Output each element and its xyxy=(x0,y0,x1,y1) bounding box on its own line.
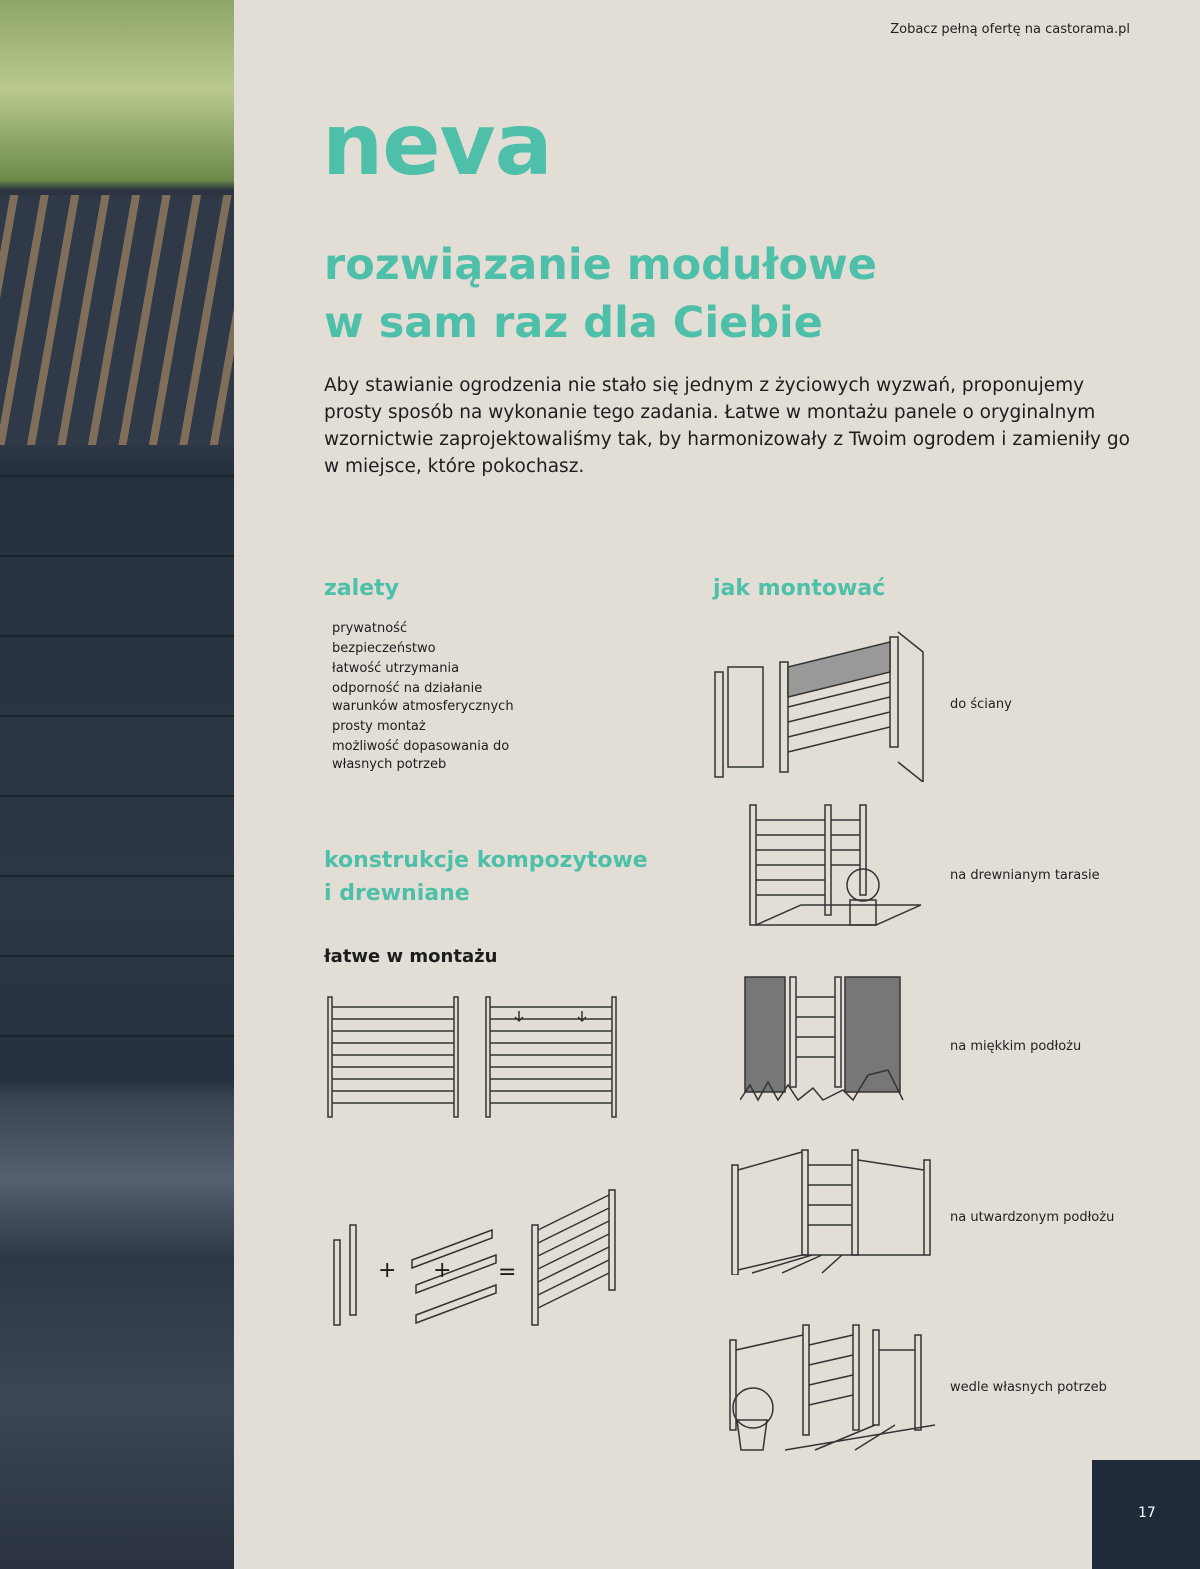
mount-option-label: na drewnianym tarasie xyxy=(950,868,1100,883)
website-link[interactable]: Zobacz pełną ofertę na castorama.pl xyxy=(890,22,1130,37)
mount-option-label: wedle własnych potrzeb xyxy=(950,1380,1107,1395)
headline-line: w sam raz dla Ciebie xyxy=(324,298,823,348)
intro-paragraph: Aby stawianie ogrodzenia nie stało się jednym z życiowych wyzwań, proponujemy prosty sposób na wykonanie tego zadania. Łatwe w montażu panele o oryginalnym wzornictwie zaprojektowaliśmy tak, by harmonizowały z Twoim ogrodem i zamieniły go w miejsce, które pokochasz. xyxy=(324,375,1130,477)
headline xyxy=(324,236,877,352)
list-item: bezpieczeństwo xyxy=(332,641,436,656)
page-number: 17 xyxy=(1138,1505,1156,1521)
decorative-fence-panel xyxy=(0,195,234,445)
list-item: odporność na działanie warunków atmosferycznych xyxy=(332,681,514,714)
construction-title xyxy=(324,844,648,910)
wall-mount-illustration xyxy=(710,622,930,782)
mounting-title: jak montować xyxy=(713,576,886,601)
construction-title-line: i drewniane xyxy=(324,881,470,906)
panel-illustrations xyxy=(324,995,624,1120)
page-number-box xyxy=(1092,1460,1200,1569)
brand-title: neva xyxy=(322,95,552,195)
headline-line: rozwiązanie modułowe xyxy=(324,240,877,290)
mount-option-label: na utwardzonym podłożu xyxy=(950,1210,1115,1225)
hard-ground-illustration xyxy=(722,1145,937,1275)
construction-title-line: konstrukcje kompozytowe xyxy=(324,848,648,873)
list-item: prosty montaż xyxy=(332,719,426,734)
easy-assembly-label: łatwe w montażu xyxy=(324,946,498,967)
custom-setup-illustration xyxy=(725,1320,940,1455)
mount-option-label: do ściany xyxy=(950,697,1012,712)
list-item: prywatność xyxy=(332,621,408,636)
deck-mount-illustration xyxy=(745,800,925,940)
equals-symbol: = xyxy=(498,1260,517,1285)
hero-photo-fence xyxy=(0,0,234,1569)
advantages-title: zalety xyxy=(324,576,399,601)
plus-symbol: + xyxy=(433,1258,452,1283)
mount-option-label: na miękkim podłożu xyxy=(950,1039,1082,1054)
plus-symbol: + xyxy=(378,1258,397,1283)
list-item: łatwość utrzymania xyxy=(332,661,460,676)
soft-ground-illustration xyxy=(740,972,920,1107)
list-item: możliwość dopasowania do własnych potrzeb xyxy=(332,739,510,772)
advantages-list xyxy=(332,620,542,776)
assembly-equation-illustration xyxy=(324,1185,624,1335)
